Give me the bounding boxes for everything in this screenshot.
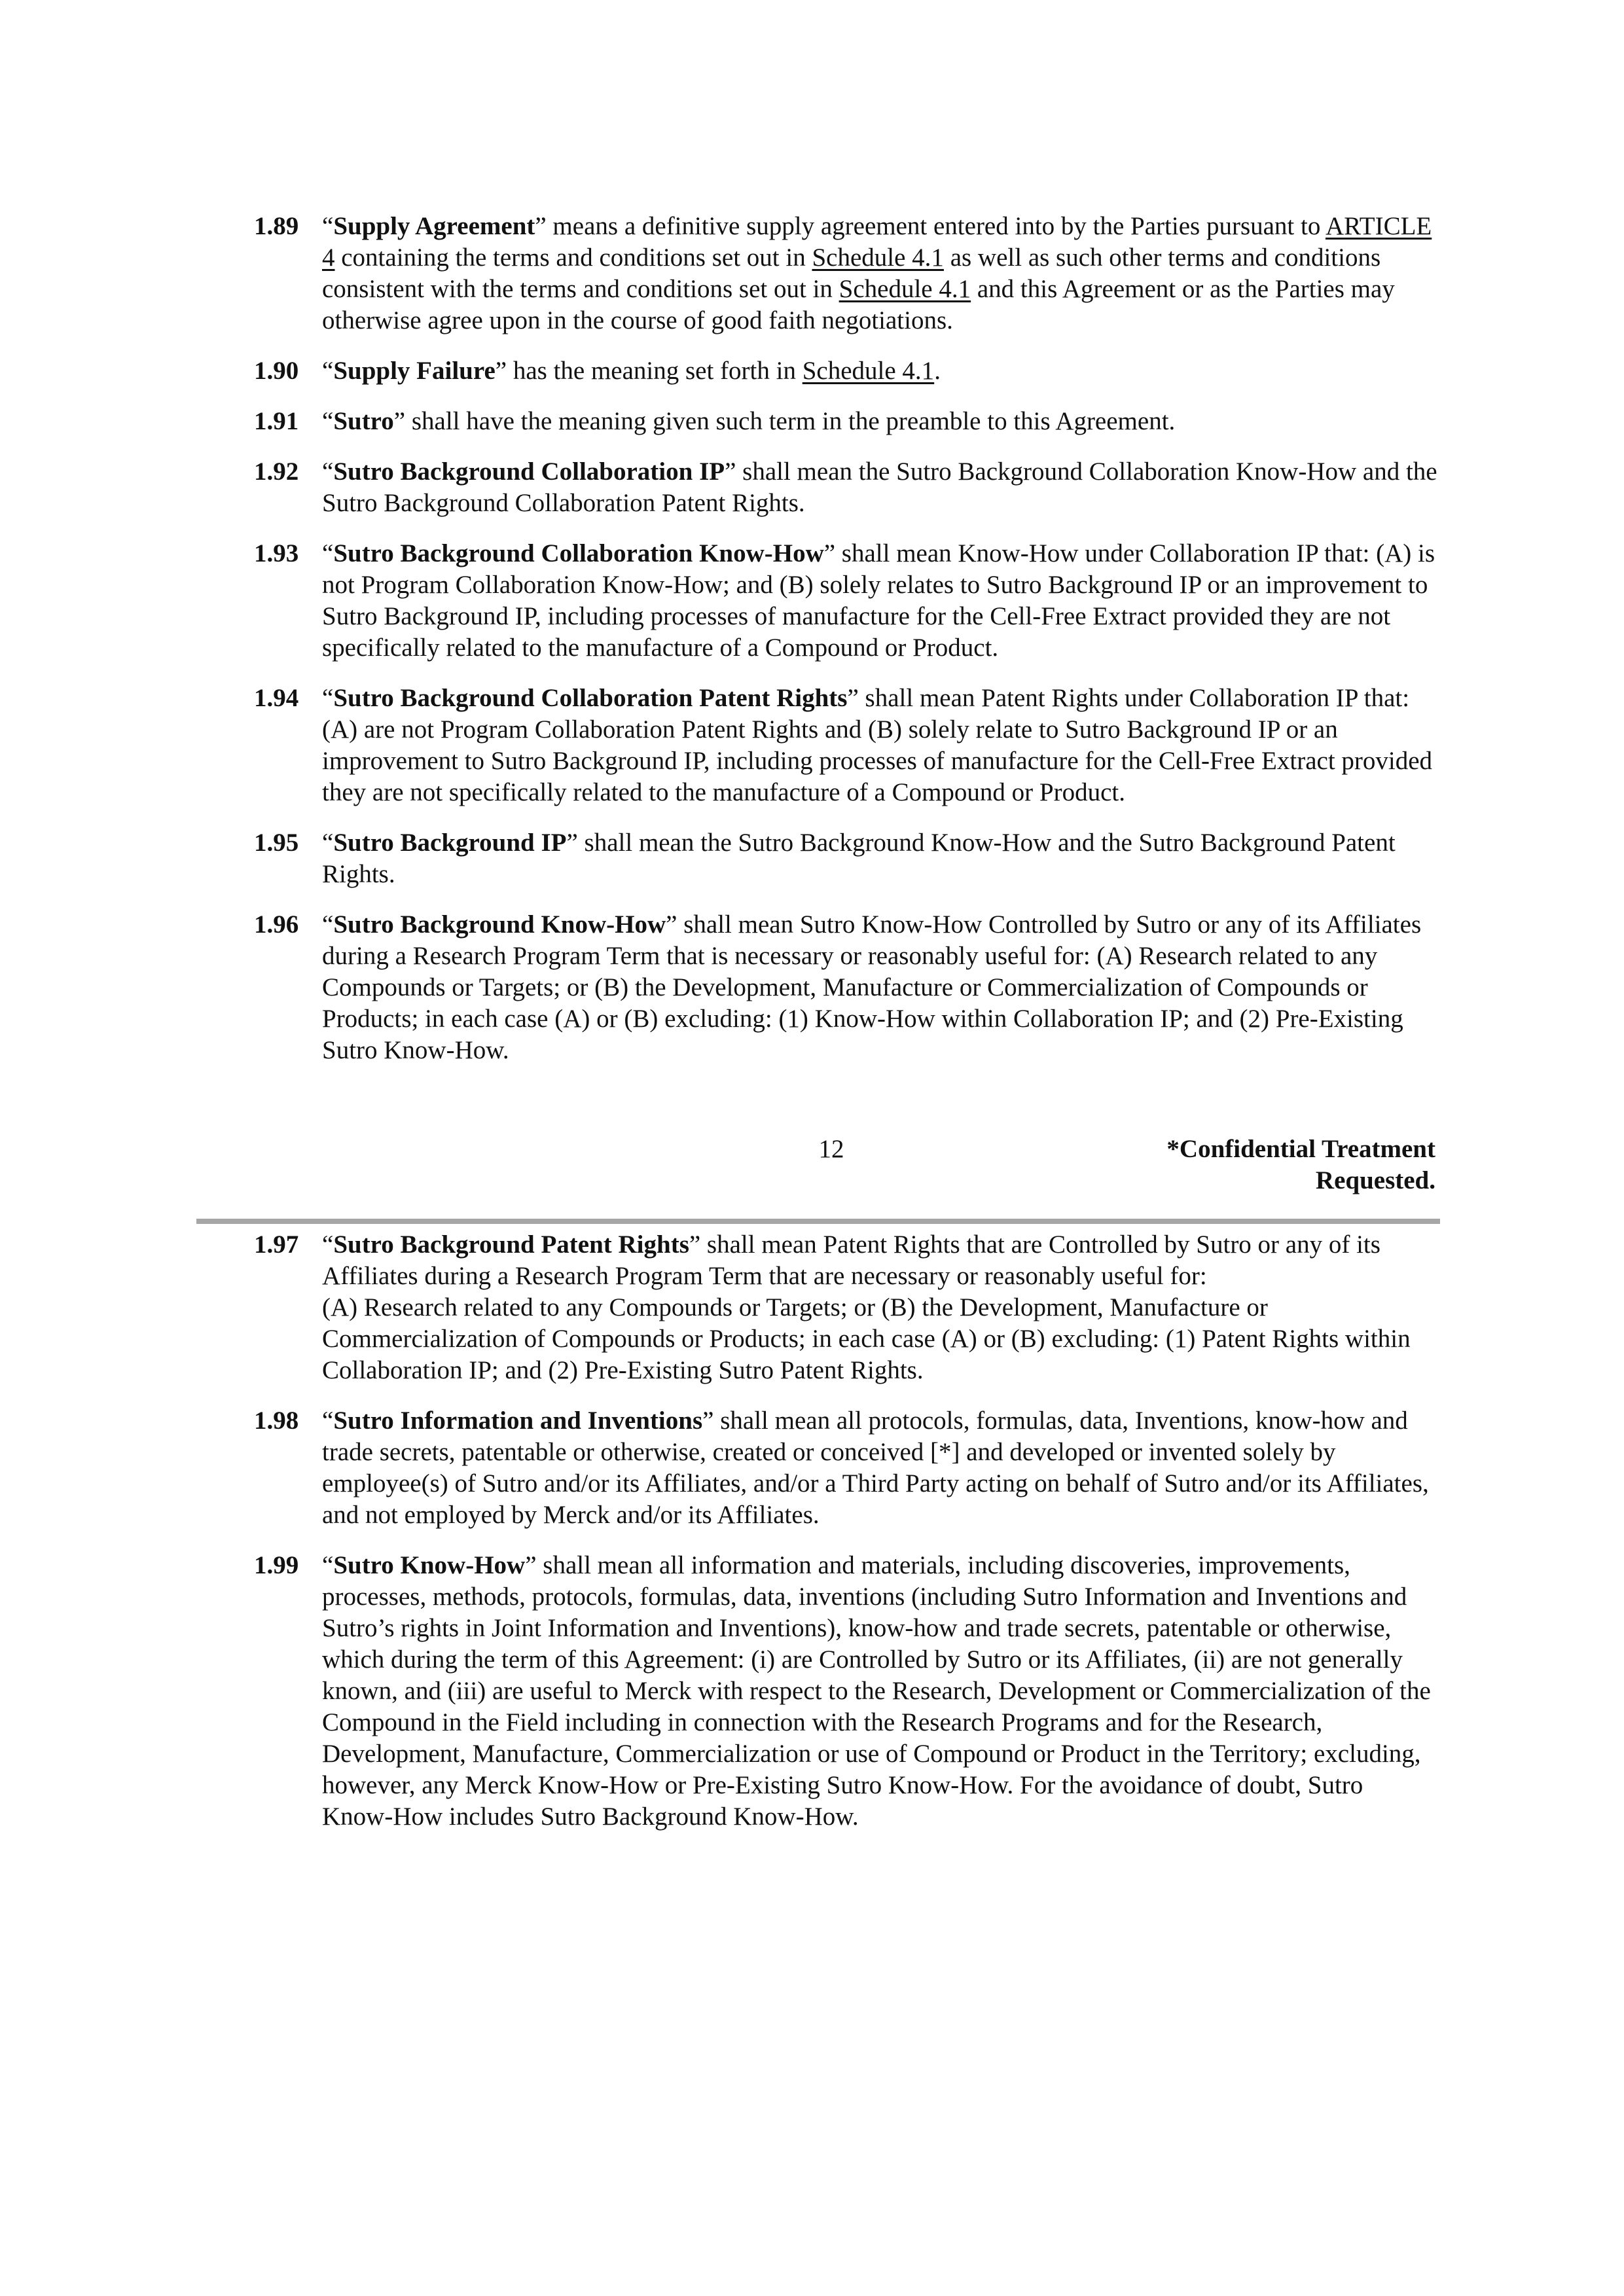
clause-text-run: “ bbox=[322, 1551, 334, 1579]
clause-text bbox=[322, 827, 1439, 890]
clause-text-run: ” shall mean Patent Rights that are Controlled by Sutro or any of its Affiliates during a Research Program Term that are necessary or reasonably useful for: bbox=[322, 1230, 1380, 1290]
clause-number: 1.89 bbox=[254, 212, 299, 240]
defined-term: Sutro Background IP bbox=[333, 829, 567, 857]
clause-text-run: “ bbox=[322, 910, 334, 939]
clause-number: 1.90 bbox=[254, 357, 299, 385]
cross-reference: ARTICLE 4 bbox=[322, 212, 1432, 272]
clause-text bbox=[322, 909, 1439, 1066]
clause-1-96 bbox=[254, 909, 1439, 1066]
clause-text-run: ” shall have the meaning given such term in the preamble to this Agreement. bbox=[393, 407, 1176, 435]
clause-list-page-13 bbox=[254, 1229, 1439, 1852]
clause-1-94 bbox=[254, 683, 1439, 808]
clause-text bbox=[322, 1229, 1439, 1386]
clause-text-run: (A) Research related to any Compounds or Targets; or (B) the Development, Manufacture or Commercialization of Compounds or Products; in each case (A) or (B) excluding: (1) Patent Rights within Collaboration IP; and (2) Pre-Existing Sutro Patent Rights. bbox=[322, 1293, 1411, 1384]
defined-term: Sutro Information and Inventions bbox=[333, 1407, 703, 1435]
defined-term: Sutro bbox=[333, 407, 394, 435]
clause-text bbox=[322, 1550, 1439, 1833]
clause-number: 1.91 bbox=[254, 407, 299, 435]
clause-1-90 bbox=[254, 355, 1439, 387]
page-divider bbox=[196, 1219, 1440, 1224]
clause-text-run: “ bbox=[322, 539, 334, 567]
clause-1-89 bbox=[254, 211, 1439, 336]
confidential-notice bbox=[1166, 1134, 1435, 1196]
clause-text-run: ” shall mean all protocols, formulas, data, Inventions, know-how and trade secrets, patentable or otherwise, created or conceived [*] and developed or invented solely by employee(s) of Sutro and/or its Affiliates, and/or a Third Party acting on behalf of Sutro and/or its Affiliates, and not employed by Merck and/or its Affiliates. bbox=[322, 1407, 1429, 1529]
defined-term: Supply Failure bbox=[333, 357, 496, 385]
defined-term: Sutro Know-How bbox=[333, 1551, 526, 1579]
clause-number: 1.97 bbox=[254, 1230, 299, 1259]
page-number: 12 bbox=[818, 1135, 844, 1163]
clause-text bbox=[322, 683, 1439, 808]
clause-1-91 bbox=[254, 406, 1439, 437]
clause-text-run: . bbox=[934, 357, 941, 385]
clause-number: 1.94 bbox=[254, 684, 299, 712]
clause-text-run: “ bbox=[322, 1230, 334, 1259]
confidential-line-2: Requested. bbox=[1315, 1166, 1435, 1194]
defined-term: Supply Agreement bbox=[333, 212, 535, 240]
clause-text-run: “ bbox=[322, 457, 334, 486]
clause-text-run: “ bbox=[322, 1407, 334, 1435]
clause-list-page-12 bbox=[254, 211, 1439, 1085]
clause-text bbox=[322, 1405, 1439, 1531]
clause-number: 1.95 bbox=[254, 829, 299, 857]
defined-term: Sutro Background Patent Rights bbox=[333, 1230, 689, 1259]
confidential-line-1: *Confidential Treatment bbox=[1166, 1135, 1435, 1163]
clause-text-run: ” shall mean the Sutro Background Collaboration Know-How and the Sutro Background Collaboration Patent Rights. bbox=[322, 457, 1437, 517]
clause-text-run: ” shall mean the Sutro Background Know-How and the Sutro Background Patent Rights. bbox=[322, 829, 1396, 888]
clause-1-93 bbox=[254, 538, 1439, 664]
defined-term: Sutro Background Collaboration Know-How bbox=[333, 539, 824, 567]
clause-1-97 bbox=[254, 1229, 1439, 1386]
clause-1-99 bbox=[254, 1550, 1439, 1833]
clause-text-run: ” shall mean Patent Rights under Collaboration IP that: (A) are not Program Collaboration Patent Rights and (B) solely relate to Sutro Background IP or an improvement to Sutro Background IP, including processes of manufacture for the Cell-Free Extract provided they are not specifically related to the manufacture of a Compound or Product. bbox=[322, 684, 1433, 806]
clause-text-run: “ bbox=[322, 407, 334, 435]
clause-text-run: ” shall mean all information and materials, including discoveries, improvements, processes, methods, protocols, formulas, data, inventions (including Sutro Information and Inventions and Sutro’s rights in Joint Information and Inventions), know-how and trade secrets, patentable or otherwise, which during the term of this Agreement: (i) are Controlled by Sutro or its Affiliates, (ii) are not generally known, and (iii) are useful to Merck with respect to the Research, Development or Commercialization of the Compound in the Field including in connection with the Research Programs and for the Research, Development, Manufacture, Commercialization or use of Compound or Product in the Territory; excluding, however, any Merck Know-How or Pre-Existing Sutro Know-How. For the avoidance of doubt, Sutro Know-How includes Sutro Background Know-How. bbox=[322, 1551, 1431, 1831]
clause-text-run: ” shall mean Know-How under Collaboration IP that: (A) is not Program Collaboration Know-How; and (B) solely relates to Sutro Background IP or an improvement to Sutro Background IP, including processes of manufacture for the Cell-Free Extract provided they are not specifically related to the manufacture of a Compound or Product. bbox=[322, 539, 1435, 662]
cross-reference: Schedule 4.1 bbox=[812, 243, 944, 272]
clause-1-98 bbox=[254, 1405, 1439, 1531]
cross-reference: Schedule 4.1 bbox=[802, 357, 935, 385]
clause-number: 1.92 bbox=[254, 457, 299, 486]
clause-text bbox=[322, 211, 1439, 336]
clause-text-run: ” means a definitive supply agreement entered into by the Parties pursuant to bbox=[535, 212, 1326, 240]
clause-text-run: “ bbox=[322, 829, 334, 857]
defined-term: Sutro Background Collaboration Patent Rights bbox=[333, 684, 848, 712]
clause-text-run: ” shall mean Sutro Know-How Controlled by Sutro or any of its Affiliates during a Research Program Term that is necessary or reasonably useful for: (A) Research related to any Compounds or Targets; or (B) the Development, Manufacture or Commercialization of Compounds or Products; in each case (A) or (B) excluding: (1) Know-How within Collaboration IP; and (2) Pre-Existing Sutro Know-How. bbox=[322, 910, 1422, 1064]
clause-text-run: containing the terms and conditions set out in bbox=[334, 243, 812, 272]
clause-number: 1.93 bbox=[254, 539, 299, 567]
clause-text-run: and this Agreement or as the Parties may otherwise agree upon in the course of good faith negotiations. bbox=[322, 275, 1395, 334]
clause-text bbox=[322, 456, 1439, 519]
clause-text-run: “ bbox=[322, 212, 334, 240]
clause-text bbox=[322, 355, 1439, 387]
clause-text bbox=[322, 406, 1439, 437]
clause-1-92 bbox=[254, 456, 1439, 519]
clause-text-run: as well as such other terms and conditions consistent with the terms and conditions set out in bbox=[322, 243, 1381, 303]
cross-reference: Schedule 4.1 bbox=[839, 275, 971, 303]
clause-text-run: ” has the meaning set forth in bbox=[495, 357, 803, 385]
clause-number: 1.99 bbox=[254, 1551, 299, 1579]
clause-number: 1.98 bbox=[254, 1407, 299, 1435]
clause-1-95 bbox=[254, 827, 1439, 890]
clause-text bbox=[322, 538, 1439, 664]
defined-term: Sutro Background Know-How bbox=[333, 910, 666, 939]
clause-number: 1.96 bbox=[254, 910, 299, 939]
clause-text-run: “ bbox=[322, 684, 334, 712]
defined-term: Sutro Background Collaboration IP bbox=[333, 457, 725, 486]
clause-text-run: “ bbox=[322, 357, 334, 385]
